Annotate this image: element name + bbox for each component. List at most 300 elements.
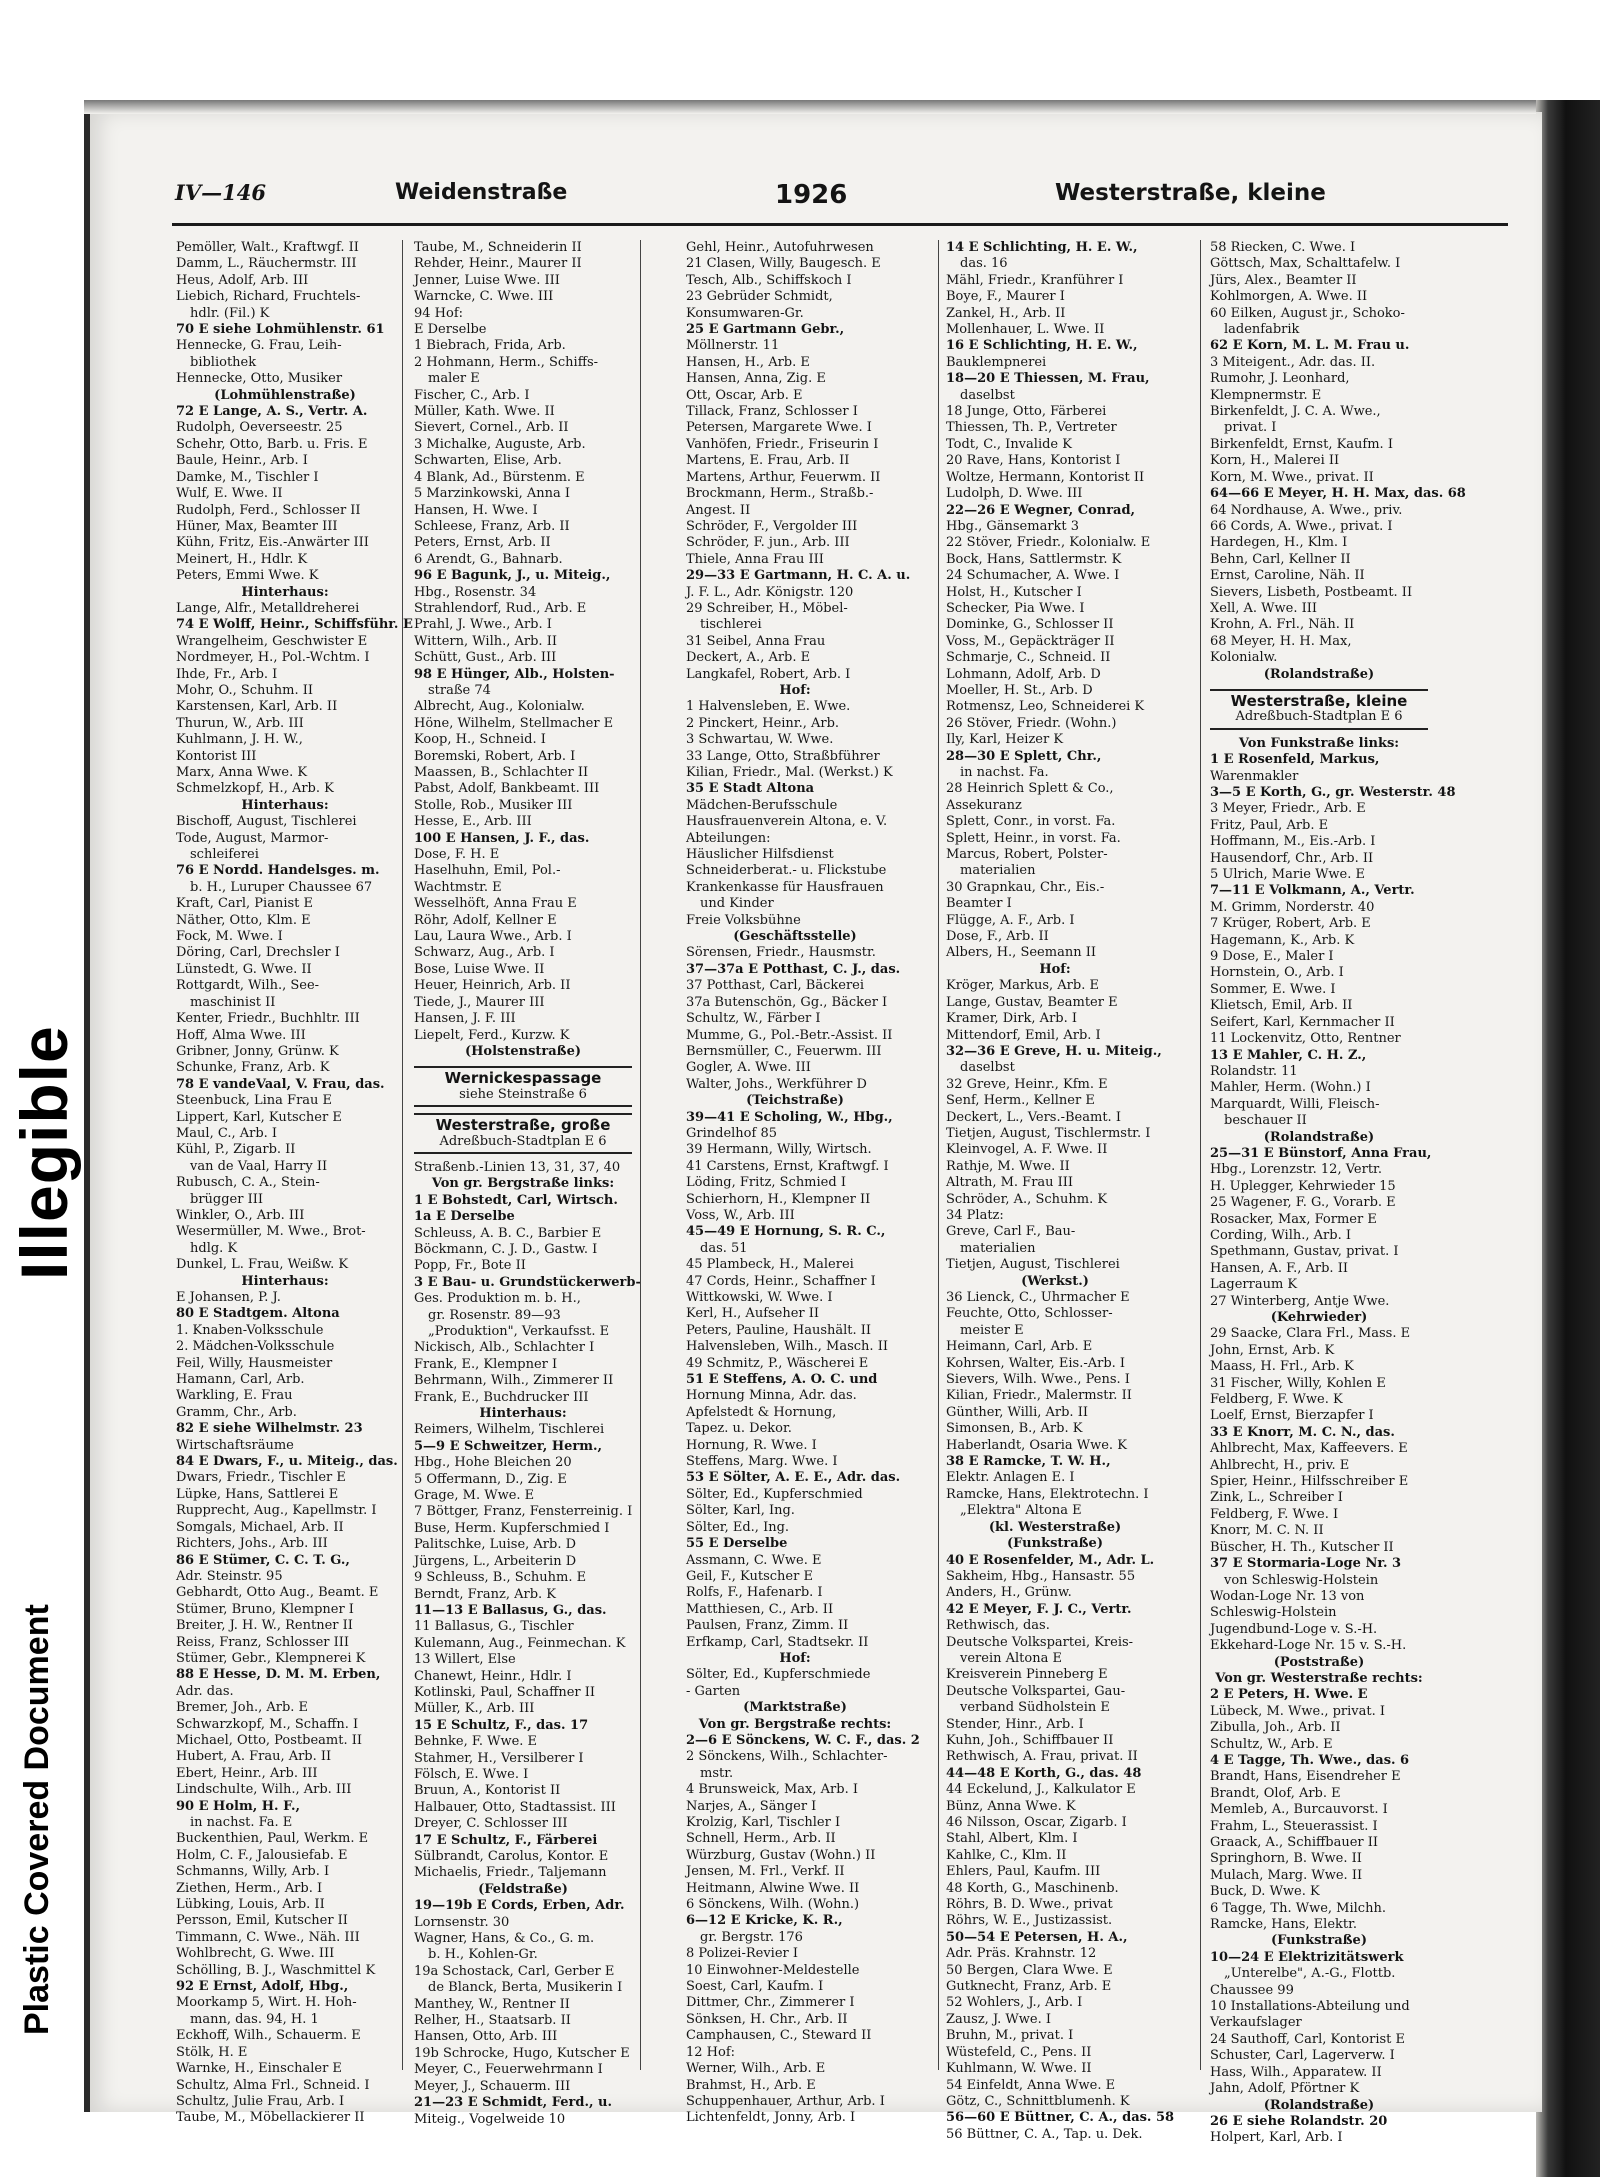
header-street-right: Westerstraße, kleine xyxy=(1055,180,1326,206)
directory-line: Hansen, A. F., Arb. II xyxy=(1210,1260,1348,1276)
directory-line: Müller, Kath. Wwe. II xyxy=(414,404,555,420)
directory-line: Hornstein, O., Arb. I xyxy=(1210,965,1344,981)
directory-line: Stender, Hinr., Arb. I xyxy=(946,1716,1084,1732)
directory-line: Ott, Oscar, Arb. E xyxy=(686,387,803,403)
directory-line: Somgals, Michael, Arb. II xyxy=(176,1519,344,1535)
directory-line: Dominke, G., Schlosser II xyxy=(946,617,1114,633)
directory-line: Beamter I xyxy=(946,896,1012,912)
directory-line: Klempnermstr. E xyxy=(1210,387,1322,403)
directory-line: Senf, Herm., Kellner E xyxy=(946,1093,1095,1109)
directory-line: Memleb, A., Burcauvorst. I xyxy=(1210,1802,1388,1818)
directory-line: (kl. Westerstraße) xyxy=(988,1519,1122,1535)
directory-line: Kleinvogel, A. F. Wwe. II xyxy=(946,1142,1108,1158)
directory-line: Erfkamp, Carl, Stadtsekr. II xyxy=(686,1634,869,1650)
directory-line: Bernsmüller, C., Feuerwm. III xyxy=(686,1043,882,1059)
directory-line: Koop, H., Schneid. I xyxy=(414,732,546,748)
directory-line: Marx, Anna Wwe. K xyxy=(176,765,308,780)
directory-line: 13 Willert, Else xyxy=(414,1652,516,1668)
directory-line: Schultz, Alma Frl., Schneid. I xyxy=(176,2077,370,2093)
directory-line: Feldberg, F. Wwe. I xyxy=(1210,1506,1339,1522)
directory-line: 26 Stöver, Friedr. (Wohn.) xyxy=(946,715,1117,731)
directory-line: Dunkel, L. Frau, Weißw. K xyxy=(176,1257,349,1273)
directory-line: Peters, Ernst, Arb. II xyxy=(414,535,551,551)
directory-line: Hoff, Alma Wwe. III xyxy=(176,1027,306,1043)
directory-line: 3—5 E Korth, G., gr. Westerstr. 48 xyxy=(1210,785,1456,800)
directory-line: 8 Polizei-Revier I xyxy=(686,1946,799,1962)
directory-line: 7 Böttger, Franz, Fensterreinig. I xyxy=(414,1504,633,1520)
directory-line: 31 Fischer, Willy, Kohlen E xyxy=(1210,1375,1386,1391)
directory-line: Näther, Otto, Klm. E xyxy=(176,912,311,928)
directory-line: Maassen, B., Schlachter II xyxy=(414,765,589,780)
directory-line: Stolle, Rob., Musiker III xyxy=(414,797,573,813)
directory-line: 66 Cords, A. Wwe., privat. I xyxy=(1210,518,1393,534)
directory-line: „Produktion", Verkaufsst. E xyxy=(428,1324,610,1339)
directory-line: Hardegen, H., Klm. I xyxy=(1210,535,1348,551)
directory-line: 96 E Bagunk, J., u. Miteig., xyxy=(414,568,611,584)
directory-line: Lübeck, M. Wwe., privat. I xyxy=(1210,1703,1386,1719)
directory-line: Rolfs, F., Hafenarb. I xyxy=(686,1585,823,1601)
directory-line: 32—36 E Greve, H. u. Miteig., xyxy=(946,1043,1162,1059)
directory-line: Camphausen, C., Steward II xyxy=(686,2028,872,2044)
directory-line: Kohlmorgen, A. Wwe. II xyxy=(1210,289,1368,305)
directory-line: Behn, Carl, Kellner II xyxy=(1210,551,1351,567)
directory-line: Kohrsen, Walter, Eis.-Arb. I xyxy=(946,1355,1126,1371)
street-heading xyxy=(414,1113,632,1154)
directory-line: Heimann, Carl, Arb. E xyxy=(946,1339,1093,1355)
directory-line: Rupprecht, Aug., Kapellmstr. I xyxy=(176,1503,377,1519)
directory-line: 11—13 E Ballasus, G., das. xyxy=(414,1602,607,1618)
directory-line: in nachst. Fa. E xyxy=(190,1815,293,1830)
directory-line: Narjes, A., Sänger I xyxy=(686,1798,817,1814)
directory-line: Wohlbrecht, G. Wwe. III xyxy=(176,1946,335,1962)
directory-line: 31 Seibel, Anna Frau xyxy=(686,633,826,649)
directory-line: „Unterelbe", A.-G., Flottb. xyxy=(1224,1966,1396,1982)
directory-line: Persson, Emil, Kutscher II xyxy=(176,1913,348,1929)
directory-line: straße 74 xyxy=(428,682,491,698)
directory-line: Sievert, Cornel., Arb. II xyxy=(414,420,569,436)
directory-line: Schultz, Julie Frau, Arb. I xyxy=(176,2093,345,2109)
directory-line: Deckert, L., Vers.-Beamt. I xyxy=(946,1109,1121,1125)
directory-line: (Funkstraße) xyxy=(1007,1536,1103,1552)
directory-line: 80 E Stadtgem. Altona xyxy=(176,1306,340,1322)
directory-line: Korn, M. Wwe., privat. II xyxy=(1210,469,1374,485)
directory-line: Kraft, Carl, Pianist E xyxy=(176,896,314,912)
directory-line: Heuer, Heinrich, Arb. II xyxy=(414,978,571,994)
directory-line: gr. Bergstr. 176 xyxy=(700,1929,803,1945)
directory-line: 5—9 E Schweitzer, Herm., xyxy=(414,1438,603,1454)
directory-line: Tode, August, Marmor- xyxy=(176,830,329,846)
directory-line: Warnke, H., Einschaler E xyxy=(176,2061,342,2077)
directory-line: Rudolph, Ferd., Schlosser II xyxy=(176,502,361,518)
column-4 xyxy=(946,240,1175,2142)
directory-line: Brahmst, H., Arb. E xyxy=(686,2077,816,2093)
directory-line: 15 E Schultz, F., das. 17 xyxy=(414,1717,589,1733)
directory-line: Dittmer, Chr., Zimmerer I xyxy=(686,1995,855,2011)
directory-line: Bünz, Anna Wwe. K xyxy=(946,1798,1076,1814)
directory-line: 4 Blank, Ad., Bürstenm. E xyxy=(414,469,585,485)
directory-line: Meinert, H., Hdlr. K xyxy=(176,551,308,567)
directory-line: Kontorist III xyxy=(176,748,257,764)
directory-line: (Funkstraße) xyxy=(1271,1933,1367,1949)
directory-line: 2 Sönckens, Wilh., Schlachter- xyxy=(686,1749,888,1765)
directory-line: Grindelhof 85 xyxy=(686,1125,777,1141)
directory-line: Warenmakler xyxy=(1210,768,1299,784)
directory-line: (Poststraße) xyxy=(1273,1654,1365,1670)
directory-line: Döring, Carl, Drechsler I xyxy=(176,945,340,961)
directory-line: Petersen, Margarete Wwe. I xyxy=(686,420,872,436)
directory-line: Apfelstedt & Hornung, xyxy=(686,1404,837,1420)
directory-line: Deckert, A., Arb. E xyxy=(686,650,811,666)
directory-line: (Holstenstraße) xyxy=(465,1043,581,1059)
directory-line: Hinterhaus: xyxy=(241,584,329,600)
directory-line: Mädchen-Berufsschule xyxy=(686,797,838,813)
directory-line: 10—24 E Elektrizitätswerk xyxy=(1210,1949,1404,1965)
directory-line: Wesermüller, M. Wwe., Brot- xyxy=(176,1224,366,1240)
directory-line: Klietsch, Emil, Arb. II xyxy=(1210,998,1353,1014)
directory-line: Hansen, Otto, Arb. III xyxy=(414,2029,558,2045)
directory-line: (Teichstraße) xyxy=(746,1093,844,1109)
directory-line: - Garten xyxy=(686,1683,741,1699)
directory-line: 14 E Schlichting, H. E. W., xyxy=(946,240,1138,255)
directory-line: Kerl, H., Aufseher II xyxy=(686,1306,820,1322)
directory-line: Sölter, Ed., Kupferschmied xyxy=(686,1486,863,1502)
directory-line: Bauklempnerei xyxy=(946,354,1047,370)
directory-line: Altrath, M. Frau III xyxy=(946,1175,1074,1191)
directory-line: brügger III xyxy=(190,1191,263,1207)
directory-line: Hof: xyxy=(779,682,811,698)
directory-line: Rottgardt, Wilh., See- xyxy=(176,978,320,994)
directory-line: 84 E Dwars, F., u. Miteig., das. xyxy=(176,1454,398,1470)
directory-line: Schecker, Pia Wwe. I xyxy=(946,600,1085,616)
directory-line: Bruun, A., Kontorist II xyxy=(414,1783,561,1799)
directory-line: Heus, Adolf, Arb. III xyxy=(176,272,309,288)
directory-line: Schröder, A., Schuhm. K xyxy=(946,1191,1108,1207)
directory-line: Von gr. Bergstraße rechts: xyxy=(698,1716,892,1732)
directory-line: 4 E Tagge, Th. Wwe., das. 6 xyxy=(1210,1752,1410,1768)
directory-line: Kuhn, Joh., Schiffbauer II xyxy=(946,1732,1114,1748)
directory-line: Hesse, E., Arb. III xyxy=(414,814,532,830)
directory-line: Ludolph, D. Wwe. III xyxy=(946,486,1083,502)
directory-line: Greve, Carl F., Bau- xyxy=(946,1224,1076,1240)
margin-stamp xyxy=(0,980,80,2040)
directory-line: van de Vaal, Harry II xyxy=(190,1158,328,1174)
directory-line: Rolandstr. 11 xyxy=(1210,1063,1298,1079)
directory-line: Schleese, Franz, Arb. II xyxy=(414,518,570,534)
directory-line: Wulf, E. Wwe. II xyxy=(176,486,283,502)
directory-line: 19b Schrocke, Hugo, Kutscher E xyxy=(414,2045,630,2061)
directory-line: Schölling, B. J., Waschmittel K xyxy=(176,1962,376,1978)
directory-line: 3 Miteigent., Adr. das. II. xyxy=(1210,354,1376,370)
directory-line: 22—26 E Wegner, Conrad, xyxy=(946,502,1136,518)
directory-line: Ernst, Caroline, Näh. II xyxy=(1210,568,1365,584)
directory-line: 37 Potthast, Carl, Bäckerei xyxy=(686,978,865,994)
directory-line: Kulemann, Aug., Feinmechan. K xyxy=(414,1635,626,1651)
directory-line: 92 E Ernst, Adolf, Hbg., xyxy=(176,1979,349,1995)
header-street-left: Weidenstraße xyxy=(395,180,568,205)
directory-line: John, Ernst, Arb. K xyxy=(1210,1342,1335,1358)
directory-line: 29 Saacke, Clara Frl., Mass. E xyxy=(1210,1326,1411,1342)
directory-line: Mähl, Friedr., Kranführer I xyxy=(946,272,1124,288)
directory-line: Fölsch, E. Wwe. I xyxy=(414,1766,529,1782)
directory-line: Hansen, H., Arb. E xyxy=(686,354,810,370)
directory-line: Adr. Präs. Krahnstr. 12 xyxy=(946,1946,1097,1962)
directory-line: Sommer, E. Wwe. I xyxy=(1210,981,1336,997)
directory-line: 54 Einfeldt, Anna Wwe. E xyxy=(946,2077,1116,2093)
directory-line: Feil, Willy, Hausmeister xyxy=(176,1355,333,1371)
directory-line: Berndt, Franz, Arb. K xyxy=(414,1586,557,1602)
directory-line: Peters, Pauline, Haushält. II xyxy=(686,1322,872,1338)
directory-line: Häuslicher Hilfsdienst xyxy=(686,847,834,863)
directory-line: 36 Lienck, C., Uhrmacher E xyxy=(946,1290,1130,1305)
directory-line: Steffens, Marg. Wwe. I xyxy=(686,1454,838,1470)
directory-line: (Feldstraße) xyxy=(478,1881,568,1897)
directory-line: Werner, Wilh., Arb. E xyxy=(686,2061,826,2077)
directory-line: Konsumwaren-Gr. xyxy=(686,305,804,321)
directory-line: 32 Greve, Heinr., Kfm. E xyxy=(946,1076,1108,1092)
directory-line: 11 Lockenvitz, Otto, Rentner xyxy=(1210,1031,1401,1047)
directory-line: maler E xyxy=(428,371,480,387)
directory-line: Hansen, H. Wwe. I xyxy=(414,502,538,518)
directory-line: Sönksen, H. Chr., Arb. II xyxy=(686,2011,848,2027)
directory-line: Warkling, E. Frau xyxy=(176,1388,293,1404)
street-title: Westerstraße, große xyxy=(435,1116,611,1135)
directory-line: Mollenhauer, L. Wwe. II xyxy=(946,322,1105,338)
directory-line: Zankel, H., Arb. II xyxy=(946,305,1066,321)
directory-line: 19—19b E Cords, Erben, Adr. xyxy=(414,1898,625,1914)
directory-line: 3 E Bau- u. Grundstückerwerb- xyxy=(414,1274,641,1290)
directory-line: 68 Meyer, H. H. Max, xyxy=(1210,633,1352,649)
directory-line: Maul, C., Arb. I xyxy=(176,1125,278,1141)
directory-line: 86 E Stümer, C. C. T. G., xyxy=(176,1552,350,1568)
directory-line: Hausendorf, Chr., Arb. II xyxy=(1210,850,1374,866)
directory-line: Kühl, P., Zigarb. II xyxy=(176,1142,296,1158)
directory-line: 22 Stöver, Friedr., Kolonialw. E xyxy=(946,535,1151,551)
directory-line: Spier, Heinr., Hilfsschreiber E xyxy=(1210,1474,1409,1490)
street-subtitle: Adreßbuch-Stadtplan E 6 xyxy=(439,1133,607,1149)
directory-line: 2 E Peters, H. Wwe. E xyxy=(1210,1687,1368,1703)
directory-line: (Geschäftsstelle) xyxy=(733,929,857,945)
directory-line: Loelf, Ernst, Bierzapfer I xyxy=(1210,1408,1374,1424)
directory-line: Breiter, J. H. W., Rentner II xyxy=(176,1618,353,1634)
directory-line: 39—41 E Scholing, W., Hbg., xyxy=(686,1109,893,1125)
directory-line: Gutknecht, Franz, Arb. E xyxy=(946,1979,1112,1995)
directory-line: 90 E Holm, H. F., xyxy=(176,1798,301,1814)
directory-line: Jürgens, L., Arbeiterin D xyxy=(414,1553,577,1569)
directory-line: 24 Sauthoff, Carl, Kontorist E xyxy=(1210,2031,1405,2047)
directory-line: Martens, Arthur, Feuerwm. II xyxy=(686,469,881,485)
directory-line: 2 Pinckert, Heinr., Arb. xyxy=(686,715,840,731)
directory-line: 4 Brunsweick, Max, Arb. I xyxy=(686,1782,858,1798)
directory-line: 37 E Stormaria-Loge Nr. 3 xyxy=(1210,1556,1402,1572)
directory-line: Kotlinski, Paul, Schaffner II xyxy=(414,1684,596,1700)
directory-line: (Kehrwieder) xyxy=(1270,1310,1368,1325)
directory-line: Kuhlmann, J. H. W., xyxy=(176,732,303,748)
directory-line: Stümer, Bruno, Klempner I xyxy=(176,1601,354,1617)
directory-line: Haselhuhn, Emil, Pol.- xyxy=(414,863,561,879)
directory-line: 10 Installations-Abteilung und xyxy=(1210,1999,1410,2015)
directory-line: Sievers, Lisbeth, Postbeamt. II xyxy=(1210,584,1413,600)
directory-line: 53 E Sölter, A. E. E., Adr. das. xyxy=(686,1470,901,1486)
directory-line: Schultz, W., Färber I xyxy=(686,1011,821,1027)
directory-line: Xell, A. Wwe. III xyxy=(1210,600,1318,616)
directory-line: Maass, H. Frl., Arb. K xyxy=(1210,1359,1354,1375)
directory-line: das. 51 xyxy=(700,1240,748,1256)
directory-line: 29 Schreiber, H., Möbel- xyxy=(686,600,848,616)
directory-line: 6—12 E Kricke, K. R., xyxy=(686,1913,843,1929)
column-divider xyxy=(1200,240,1201,2070)
directory-line: 42 E Meyer, F. J. C., Vertr. xyxy=(946,1601,1132,1617)
directory-line: Marcus, Robert, Polster- xyxy=(946,847,1108,863)
directory-line: Gebhardt, Otto Aug., Beamt. E xyxy=(176,1585,379,1601)
directory-line: Hamann, Carl, Arb. xyxy=(176,1372,305,1388)
directory-line: Hof: xyxy=(779,1650,811,1666)
directory-line: Dreyer, C. Schlosser III xyxy=(414,1816,568,1832)
directory-line: Assmann, C. Wwe. E xyxy=(686,1552,822,1568)
directory-line: Schuppenhauer, Arthur, Arb. I xyxy=(686,2093,885,2109)
directory-line: Ahlbrecht, Max, Kaffeevers. E xyxy=(1210,1441,1408,1457)
directory-line: Moorkamp 5, Wirt. H. Hoh- xyxy=(176,1995,357,2011)
directory-line: 29—33 E Gartmann, H. C. A. u. xyxy=(686,568,911,584)
directory-line: Abteilungen: xyxy=(686,830,771,846)
directory-line: Brockmann, Herm., Straßb.- xyxy=(686,486,874,502)
directory-line: Langkafel, Robert, Arb. I xyxy=(686,666,851,682)
directory-line: hdlg. K xyxy=(190,1240,238,1256)
directory-line: Simonsen, B., Arb. K xyxy=(946,1421,1083,1437)
directory-line: Reimers, Wilhelm, Tischlerei xyxy=(414,1422,605,1438)
directory-line: Lüpke, Hans, Sattlerei E xyxy=(176,1486,339,1502)
directory-line: Chanewt, Heinr., Hdlr. I xyxy=(414,1668,572,1684)
directory-line: 11 Ballasus, G., Tischler xyxy=(414,1619,574,1635)
directory-line: Kilian, Friedr., Malermstr. II xyxy=(946,1388,1132,1404)
directory-line: Chaussee 99 xyxy=(1210,1982,1294,1998)
directory-line: 1 Biebrach, Frida, Arb. xyxy=(414,338,566,354)
directory-line: Holst, H., Kutscher I xyxy=(946,584,1082,600)
directory-line: Splett, Conr., in vorst. Fa. xyxy=(946,814,1116,830)
directory-line: Walter, Johs., Werkführer D xyxy=(686,1076,867,1092)
directory-line: Schwarten, Elise, Arb. xyxy=(414,453,562,469)
directory-line: 44 Eckelund, J., Kalkulator E xyxy=(946,1782,1136,1798)
directory-line: Hansen, J. F. III xyxy=(414,1011,516,1027)
directory-line: Göttsch, Max, Schalttafelw. I xyxy=(1210,256,1401,272)
directory-line: Schmarje, C., Schneid. II xyxy=(946,650,1111,666)
header-year: 1926 xyxy=(775,180,848,210)
directory-line: Deutsche Volkspartei, Gau- xyxy=(946,1683,1126,1699)
directory-line: Fischer, C., Arb. I xyxy=(414,387,530,403)
directory-line: Hbg., Lorenzstr. 12, Vertr. xyxy=(1210,1162,1382,1178)
directory-line: Rubusch, C. A., Stein- xyxy=(176,1175,320,1191)
page-header xyxy=(175,180,1495,220)
directory-line: 25 Wagener, F. G., Vorarb. E xyxy=(1210,1195,1396,1211)
directory-line: Büscher, H. Th., Kutscher II xyxy=(1210,1539,1394,1555)
directory-line: Halvensleben, Wilh., Masch. II xyxy=(686,1339,888,1355)
directory-line: gr. Rosenstr. 89—93 xyxy=(428,1307,561,1323)
directory-line: Grage, M. Wwe. E xyxy=(414,1488,535,1504)
directory-line: 55 E Derselbe xyxy=(686,1536,788,1552)
directory-line: 2. Mädchen-Volksschule xyxy=(176,1339,335,1355)
page-number: IV—146 xyxy=(175,180,266,205)
directory-line: 28—30 E Splett, Chr., xyxy=(946,748,1102,764)
directory-line: Schmanns, Willy, Arb. I xyxy=(176,1864,330,1880)
directory-line: Buse, Herm. Kupferschmied I xyxy=(414,1520,610,1536)
directory-line: Krohn, A. Frl., Näh. II xyxy=(1210,617,1355,633)
directory-line: Von gr. Westerstraße rechts: xyxy=(1215,1670,1423,1686)
directory-line: Rathje, M. Wwe. II xyxy=(946,1158,1070,1174)
street-subtitle: siehe Steinstraße 6 xyxy=(459,1086,587,1102)
directory-line: Hinterhaus: xyxy=(479,1406,567,1422)
directory-line: Tiede, J., Maurer III xyxy=(414,994,545,1010)
directory-line: Moeller, H. St., Arb. D xyxy=(946,682,1093,698)
directory-line: Graack, A., Schiffbauer II xyxy=(1210,1835,1379,1850)
directory-line: meister E xyxy=(960,1322,1024,1338)
directory-line: 74 E Wolff, Heinr., Schiffsführ. E xyxy=(176,617,413,633)
directory-line: Fock, M. Wwe. I xyxy=(176,929,283,945)
directory-line: Wrangelheim, Geschwister E xyxy=(176,633,368,649)
directory-line: 17 E Schultz, F., Färberei xyxy=(414,1832,598,1848)
directory-line: Schnell, Herm., Arb. II xyxy=(686,1831,836,1847)
directory-line: Sülbrandt, Carolus, Kontor. E xyxy=(414,1849,609,1864)
directory-line: 18—20 E Thiessen, M. Frau, xyxy=(946,371,1150,387)
directory-line: Michaelis, Friedr., Taljemann xyxy=(414,1865,607,1881)
directory-line: Sölter, Ed., Ing. xyxy=(686,1519,790,1535)
directory-line: Ehlers, Paul, Kaufm. III xyxy=(946,1864,1101,1880)
directory-line: Jenner, Luise Wwe. III xyxy=(414,272,560,288)
directory-line: (Lohmühlenstraße) xyxy=(214,387,356,403)
directory-line: Hbg., Rosenstr. 34 xyxy=(414,584,537,600)
directory-line: 3 Michalke, Auguste, Arb. xyxy=(414,436,586,452)
directory-line: Thurun, W., Arb. III xyxy=(176,715,304,731)
directory-line: Bock, Hans, Sattlermstr. K xyxy=(946,551,1122,567)
directory-line: H. Uplegger, Kehrwieder 15 xyxy=(1210,1178,1396,1194)
directory-line: 5 Ulrich, Marie Wwe. E xyxy=(1210,867,1366,883)
directory-line: Brandt, Olof, Arb. E xyxy=(1210,1785,1341,1801)
directory-line: Damke, M., Tischler I xyxy=(176,469,319,485)
directory-line: Tapez. u. Dekor. xyxy=(686,1421,792,1437)
directory-line: Hennecke, G. Frau, Leih- xyxy=(176,338,342,354)
directory-line: Seifert, Karl, Kernmacher II xyxy=(1210,1014,1395,1030)
directory-line: 100 E Hansen, J. F., das. xyxy=(414,830,590,846)
directory-line: Kolonialw. xyxy=(1210,650,1278,666)
directory-line: mstr. xyxy=(700,1765,734,1781)
directory-line: Springhorn, B. Wwe. II xyxy=(1210,1851,1362,1867)
directory-line: Birkenfeldt, J. C. A. Wwe., xyxy=(1210,404,1381,420)
directory-line: Kuhlmann, W. Wwe. II xyxy=(946,2061,1092,2077)
directory-line: Steenbuck, Lina Frau E xyxy=(176,1093,333,1109)
directory-line: Ily, Karl, Heizer K xyxy=(946,732,1064,748)
directory-line: 21—23 E Schmidt, Ferd., u. xyxy=(414,2095,613,2111)
directory-line: bibliothek xyxy=(190,354,257,370)
directory-line: Hüner, Max, Beamter III xyxy=(176,518,338,534)
directory-line: Frahm, L., Steuerassist. I xyxy=(1210,1818,1378,1834)
directory-line: Von gr. Bergstraße links: xyxy=(431,1176,615,1192)
directory-line: de Blanck, Berta, Musikerin I xyxy=(428,1980,623,1996)
directory-line: Vanhöfen, Friedr., Friseurin I xyxy=(686,436,879,452)
directory-line: Miteig., Vogelweide 10 xyxy=(414,2111,566,2127)
directory-line: Boye, F., Maurer I xyxy=(946,289,1065,305)
directory-line: Tillack, Franz, Schlosser I xyxy=(686,404,858,420)
directory-line: 40 E Rosenfelder, M., Adr. L. xyxy=(946,1552,1155,1568)
directory-line: Splett, Heinr., in vorst. Fa. xyxy=(946,830,1121,846)
directory-line: 1a E Derselbe xyxy=(414,1209,515,1225)
directory-line: Warncke, C. Wwe. III xyxy=(414,289,554,305)
directory-line: Albrecht, Aug., Kolonialw. xyxy=(414,699,585,715)
directory-line: Hbg., Hohe Bleichen 20 xyxy=(414,1455,572,1471)
directory-line: Stölk, H. E xyxy=(176,2044,248,2060)
directory-line: Lübking, Louis, Arb. II xyxy=(176,1897,325,1913)
directory-line: 46 Nilsson, Oscar, Zigarb. I xyxy=(946,1815,1127,1830)
directory-line: Matthiesen, C., Arb. II xyxy=(686,1601,834,1617)
directory-line: materialien xyxy=(960,1240,1036,1256)
directory-line: 24 Schumacher, A. Wwe. I xyxy=(946,568,1120,584)
